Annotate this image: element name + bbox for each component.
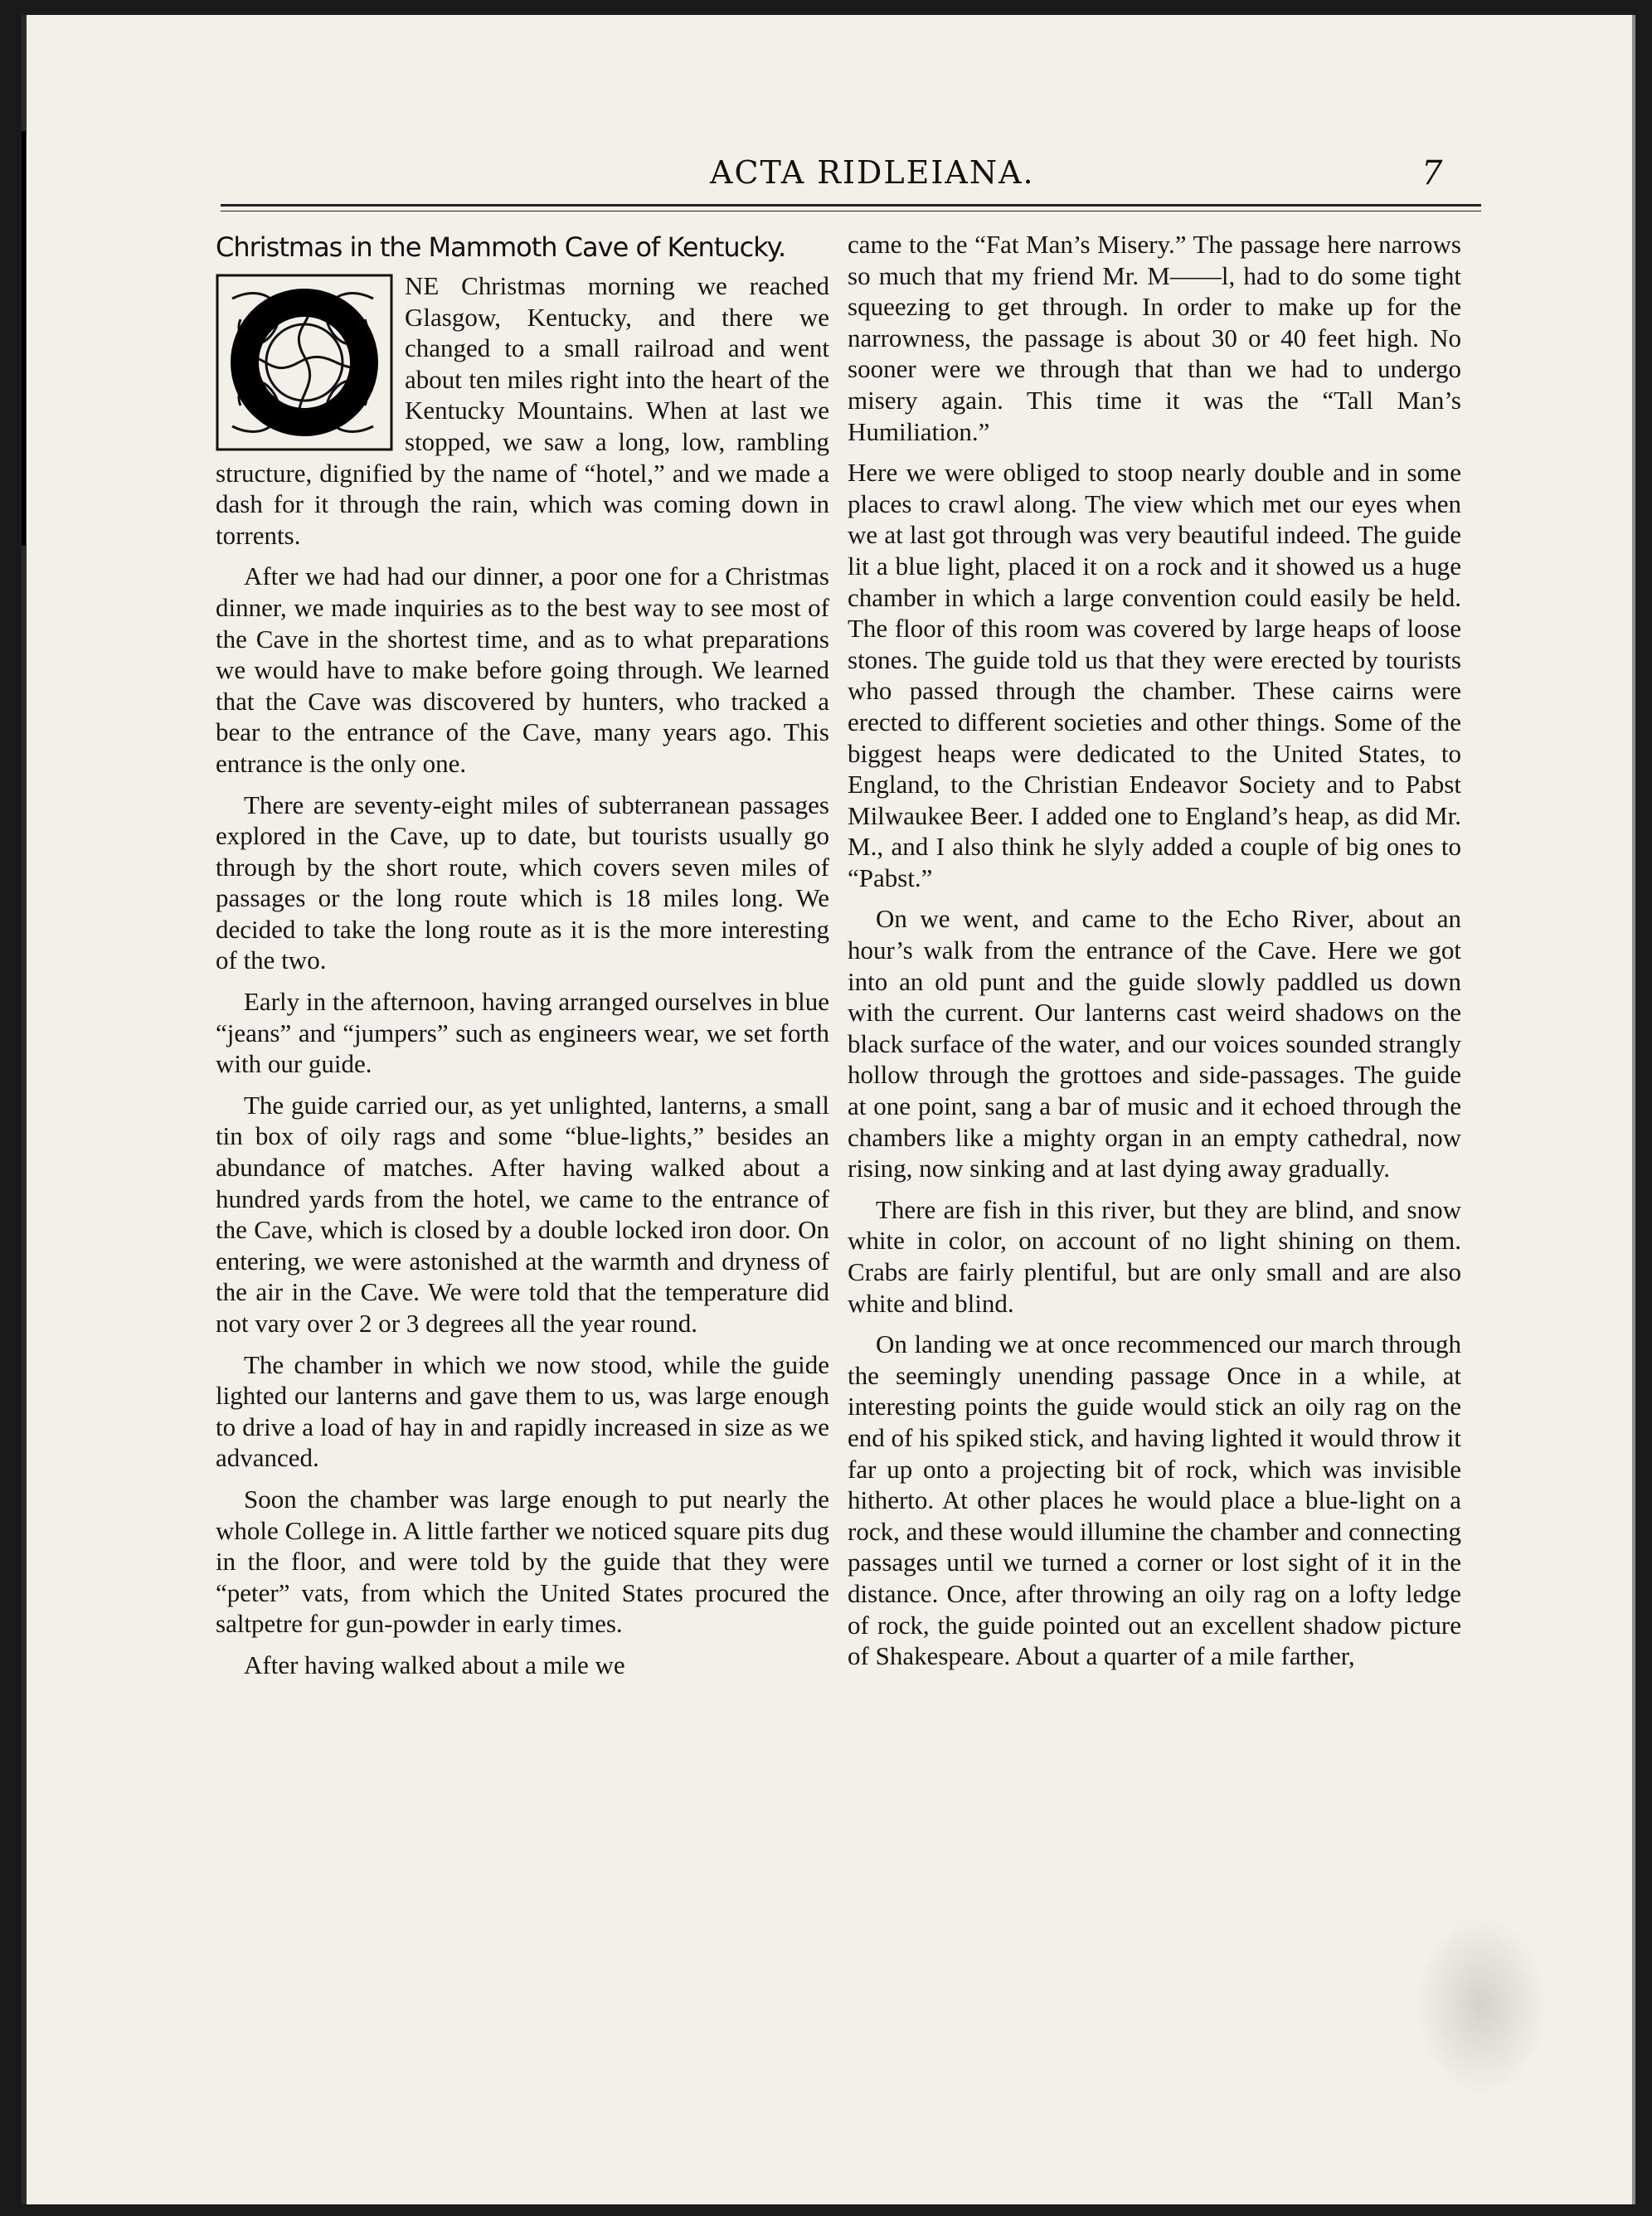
paragraph: After having walked about a mile we	[244, 1650, 625, 1679]
running-title: ACTA RIDLEIANA.	[710, 154, 1035, 191]
right-column	[848, 229, 1461, 1682]
article-title: Christmas in the Mammoth Cave of Kentucky.	[216, 231, 786, 263]
paragraph: On landing we at once recommenced our march through the seemingly unending passage Once in a while, at interesting points the guide would stick an oily rag on the end of his spiked stick, and having lighted it would throw it far up onto a projecting bit of rock, which was invisible hitherto. At other places he would place a blue-light on a rock, and these would illumine the chamber and connecting passages until we turned a corner or lost sight of it in the distance. Once, after throwing an oily rag on a lofty ledge of rock, the guide pointed out an excellent shadow picture of Shakespeare. About a quarter of a mile farther,	[848, 1329, 1461, 1671]
ornamental-drop-cap	[216, 274, 393, 451]
paragraph: Here we were obliged to stoop nearly double and in some places to crawl along. The view which met our eyes when we at last got through was very beautiful indeed. The guide lit a blue light, placed it on a rock and it showed us a huge chamber in which a large convention could easily be held. The floor of this room was covered by large heaps of loose stones. The guide told us that they were erected by tourists who passed through the chamber. These cairns were erected to different societies and other things. Some of the biggest heaps were dedicated to the United States, to England, to the Christian Endeavor Society and to Pabst Milwaukee Beer. I added one to England’s heap, as did Mr. M., and I also think he slyly added a couple of big ones to “Pabst.”	[848, 458, 1461, 892]
page-number: 7	[1421, 154, 1443, 192]
header-rule	[221, 204, 1481, 207]
paragraph: On we went, and came to the Echo River, about an hour’s walk from the entrance of the Cave. Here we got into an old punt and the guide slowly paddled us down with the current. Our lanterns cast weird shadows on the black surface of the water, and our voices sounded strangly hollow through the grottoes and side-passages. The guide at one point, sang a bar of music and it echoed through the chambers like a mighty organ in an empty cathedral, now rising, now sinking and at last dying away gradually.	[848, 904, 1461, 1183]
paragraph: Early in the afternoon, having arranged ourselves in blue “jeans” and “jumpers” such as engineers wear, we set forth with our guide.	[216, 987, 829, 1079]
binding-mark	[22, 131, 26, 546]
paragraph: There are fish in this river, but they are blind, and snow white in color, on account of no light shining on them. Crabs are fairly plentiful, but are only small and are also white and blind.	[848, 1194, 1461, 1318]
page-edge-right	[1632, 15, 1635, 2204]
page	[22, 15, 1635, 2204]
paragraph: came to the “Fat Man’s Misery.” The passage here narrows so much that my friend Mr. M——l, had to do some tight squeezing to get through. In order to make up for the narrowness, the passage is about 30 or 40 feet high. No sooner were we through that than we had to undergo misery again. This time it was the “Tall Man’s Humiliation.”	[848, 230, 1461, 446]
paragraph: There are seventy-eight miles of subterranean passages explored in the Cave, up to date, but tourists usually go through by the short route, which covers seven miles of passages or the long route which is 18 miles long. We decided to take the long route as it is the more interesting of the two.	[216, 790, 829, 975]
print-bleed-smudge	[1415, 1914, 1548, 2097]
left-column	[216, 229, 829, 1691]
paragraph: Soon the chamber was large enough to put nearly the whole College in. A little farther we noticed square pits dug in the floor, and were told by the guide that they were “peter” vats, from which the United States procured the saltpetre for gun-powder in early times.	[216, 1484, 829, 1639]
paragraph: The chamber in which we now stood, while the guide lighted our lanterns and gave them to us, was large enough to drive a load of hay in and rapidly increased in size as we advanced.	[216, 1349, 829, 1473]
paragraph: NE Christmas morning we reached Glasgow, Kentucky, and there we changed to a small railroad and went about ten miles right into the heart of the Kentucky Mountains. When at last we stopped, we saw a long, low, rambling structure, dignified by the name of “hotel,” and we made a dash for it through the rain, which was coming down in torrents.	[216, 271, 829, 550]
paragraph: The guide carried our, as yet unlighted, lanterns, a small tin box of oily rags and some “blue-lights,” besides an abundance of matches. After having walked about a hundred yards from the hotel, we came to the entrance of the Cave, which is closed by a double locked iron door. On entering, we were astonished at the warmth and dryness of the air in the Cave. We were told that the temperature did not vary over 2 or 3 degrees all the year round.	[216, 1090, 829, 1338]
paragraph: After we had had our dinner, a poor one for a Christmas dinner, we made inquiries as to the best way to see most of the Cave in the shortest time, and as to what preparations we would have to make before going through. We learned that the Cave was discovered by hunters, who tracked a bear to the entrance of the Cave, many years ago. This entrance is the only one.	[216, 561, 829, 778]
